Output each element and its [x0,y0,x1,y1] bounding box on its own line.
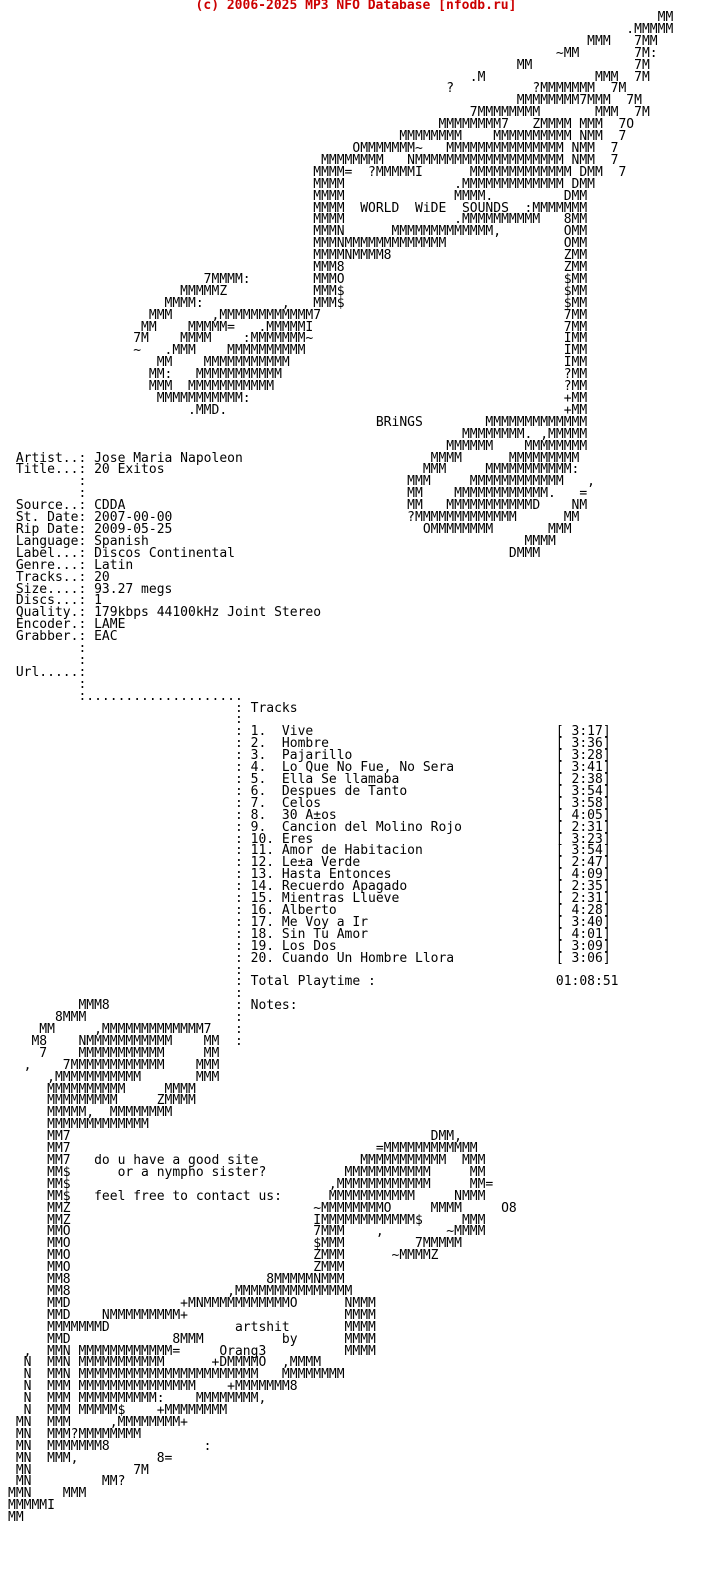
nfo-ascii-art-document: MM .MMMMM MMM 7MM ~MM 7M: MM 7M .M MMM 7M ? ?MMMMMMM 7M MMMMMMMM7MMM 7M 7MMMMMMMM MMM 7M MMMMMMMM7 ZMMMM MMM 7O MMMMMMMM MMMMMMMMMM NMM 7 OMMMMMMM~ MMMMMMMMMMMMMMM NMM 7 MMMMMMMM NMMMMMMMMMMMMMMMMMMM NMM 7 MMMM= ?MMMMMI MMMMMMMMMMMMM DMM 7 MMMM .MMMMMMMMMMMMM DMM MMMM MMMM. DMM MMMM WORLD WiDE SOUNDS :MMMMMMM MMMM .MMMMMMMMMM 8MM MMMN MMMMMMMMMMMMM, OMM MMMNMMMMMMMMMMMMM OMM MMMMNMMMM8 ZMM MMM8 ZMM 7MMMM: MMMO $MM MMMMMZ MMM$ $MM MMMM: , MMM$ $MM MMM ,MMMMMMMMMMMM7 7MM MM MMMMM= .MMMMMI 7MM 7M MMMM :MMMMMMM~ IMM ~ .MMM MMMMMMMMMM IMM MM MMMMMMMMMMM IMM MM: MMMMMMMMMMM ?MM MMM MMMMMMMMMMM ?MM MMMMMMMMMMM: +MM .MMD. +MM BRiNGS MMMMMMMMMMMMM MMMMMMMM. ,MMMMM MMMMMM MMMMMMMM Artist..: Jose Maria Napoleon MMMM MMMMMMMMM Title...: 20 Exitos MMM MMMMMMMMMMM: : MMM MMMMMMMMMMMM , : MM MMMMMMMMMMMM. = Source..: CDDA MM MMMMMMMMMMMD NM St. Date: 2007-00-00 ?MMMMMMMMMMMMM MM Rip Date: 2009-05-25 OMMMMMMMM MMM Language: Spanish MMMM Label...: Discos Continental DMMM Genre...: Latin Tracks..: 20 Size....: 93.27 megs Discs...: 1 Quality.: 179kbps 44100kHz Joint Stereo Encoder.: LAME Grabber.: EAC : : Url.....: : :.................... : Tracks : : 1. Vive [ 3:17] : 2. Hombre [ 3:36] : 3. Pajarillo [ 3:28] : 4. Lo Que No Fue, No Sera [ 3:41] : 5. Ella Se llamaba [ 2:38] : 6. Despues de Tanto [ 3:54] : 7. Celos [ 3:58] : 8. 30 A±os [ 4:05] : 9. Cancion del Molino Rojo [ 2:31] : 10. Eres [ 3:23] : 11. Amor de Habitacion [ 3:54] : 12. Le±a Verde [ 2:47] : 13. Hasta Entonces [ 4:09] : 14. Recuerdo Apagado [ 2:35] : 15. Mientras Llueve [ 2:31] : 16. Alberto [ 4:28] : 17. Me Voy a Ir [ 3:40] : 18. Sin Tu Amor [ 4:01] : 19. Los Dos [ 3:09] : 20. Cuando Un Hombre Llora [ 3:06] : : Total Playtime : 01:08:51 : MMM8 : Notes: 8MMM : MM ,MMMMMMMMMMMMM7 : M8 NMMMMMMMMMMM MM : 7 MMMMMMMMMMM MM , 7MMMMMMMMMMMM MMM ,MMMMMMMMMMM MMM MMMMMMMMMM MMMM MMMMMMMMM ZMMMM MMMMM, MMMMMMMM MMMMMMMMMMMMM MM7 DMM, MM7 =MMMMMMMMMMMM MM7 do u have a good site MMMMMMMMMMM MMM MM$ or a nympho sister? MMMMMMMMMMM MM MM$ ,MMMMMMMMMMMM MM= MM$ feel free to contact us: MMMMMMMMMMM NMMM MMZ ~MMMMMMMMO MMMM O8 MMZ IMMMMMMMMMMMM$ MMM MMO 7MMM , ~MMMM MMO $MMM 7MMMMM MMO ZMMM ~MMMMZ MMO ZMMM MM8 8MMMMMNMMM MM8 ,MMMMMMMMMMMMMMM MMD +MNMMMMMMMMMMMO NMMM MMD NMMMMMMMMM+ MMMM MMMMMMMD artshit MMMM MMD 8MMM by MMMM , MMN MMMMMMMMMMMM= Orang3 MMMM N MMN MMMMMMMMMMM +DMMMMO ,MMMM N MMN MMMMMMMMMMMMMMMMMMMMMMM MMMMMMMM N MMM MMMMMMMMMMMMMMM +MMMMMMM8 N MMM MMMMMMMMMM: MMMMMMMM, N MMM MMMMM$ +MMMMMMMM MN MMM ,MMMMMMMM+ MN MMM?MMMMMMMM MN MMMMMMM8 : MN MMM, 8= MN 7M MN MM? MMN MMM MMMMMI MM [8,10,674,1526]
site-copyright-header: (c) 2006-2025 MP3 NFO Database [nfodb.ru] [195,0,517,13]
